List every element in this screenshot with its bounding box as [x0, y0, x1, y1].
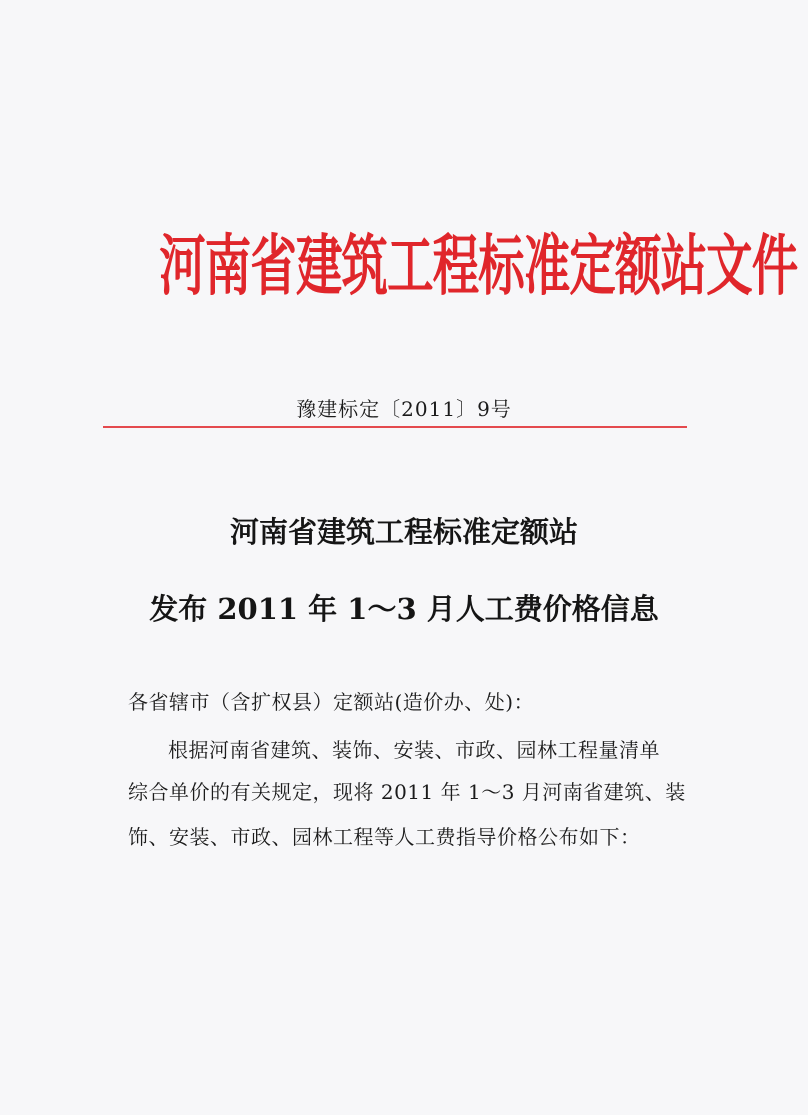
paragraph-line-2: 综合单价的有关规定，现将 2011 年 1～3 月河南省建筑、装: [128, 780, 686, 804]
document-header-title: 河南省建筑工程标准定额站文件: [159, 227, 798, 305]
main-title-line-1: 河南省建筑工程标准定额站: [229, 515, 578, 549]
salutation: 各省辖市（含扩权县）定额站(造价办、处)：: [128, 690, 535, 714]
red-divider-line: [103, 426, 687, 428]
paragraph-line-3: 饰、安装、市政、园林工程等人工费指导价格公布如下：: [128, 825, 641, 849]
document-number: 豫建标定〔2011〕9号: [296, 397, 512, 421]
main-title-line-2: 发布 2011 年 1～3 月人工费价格信息: [149, 592, 659, 626]
paragraph-line-1: 根据河南省建筑、装饰、安装、市政、园林工程量清单: [168, 738, 660, 762]
